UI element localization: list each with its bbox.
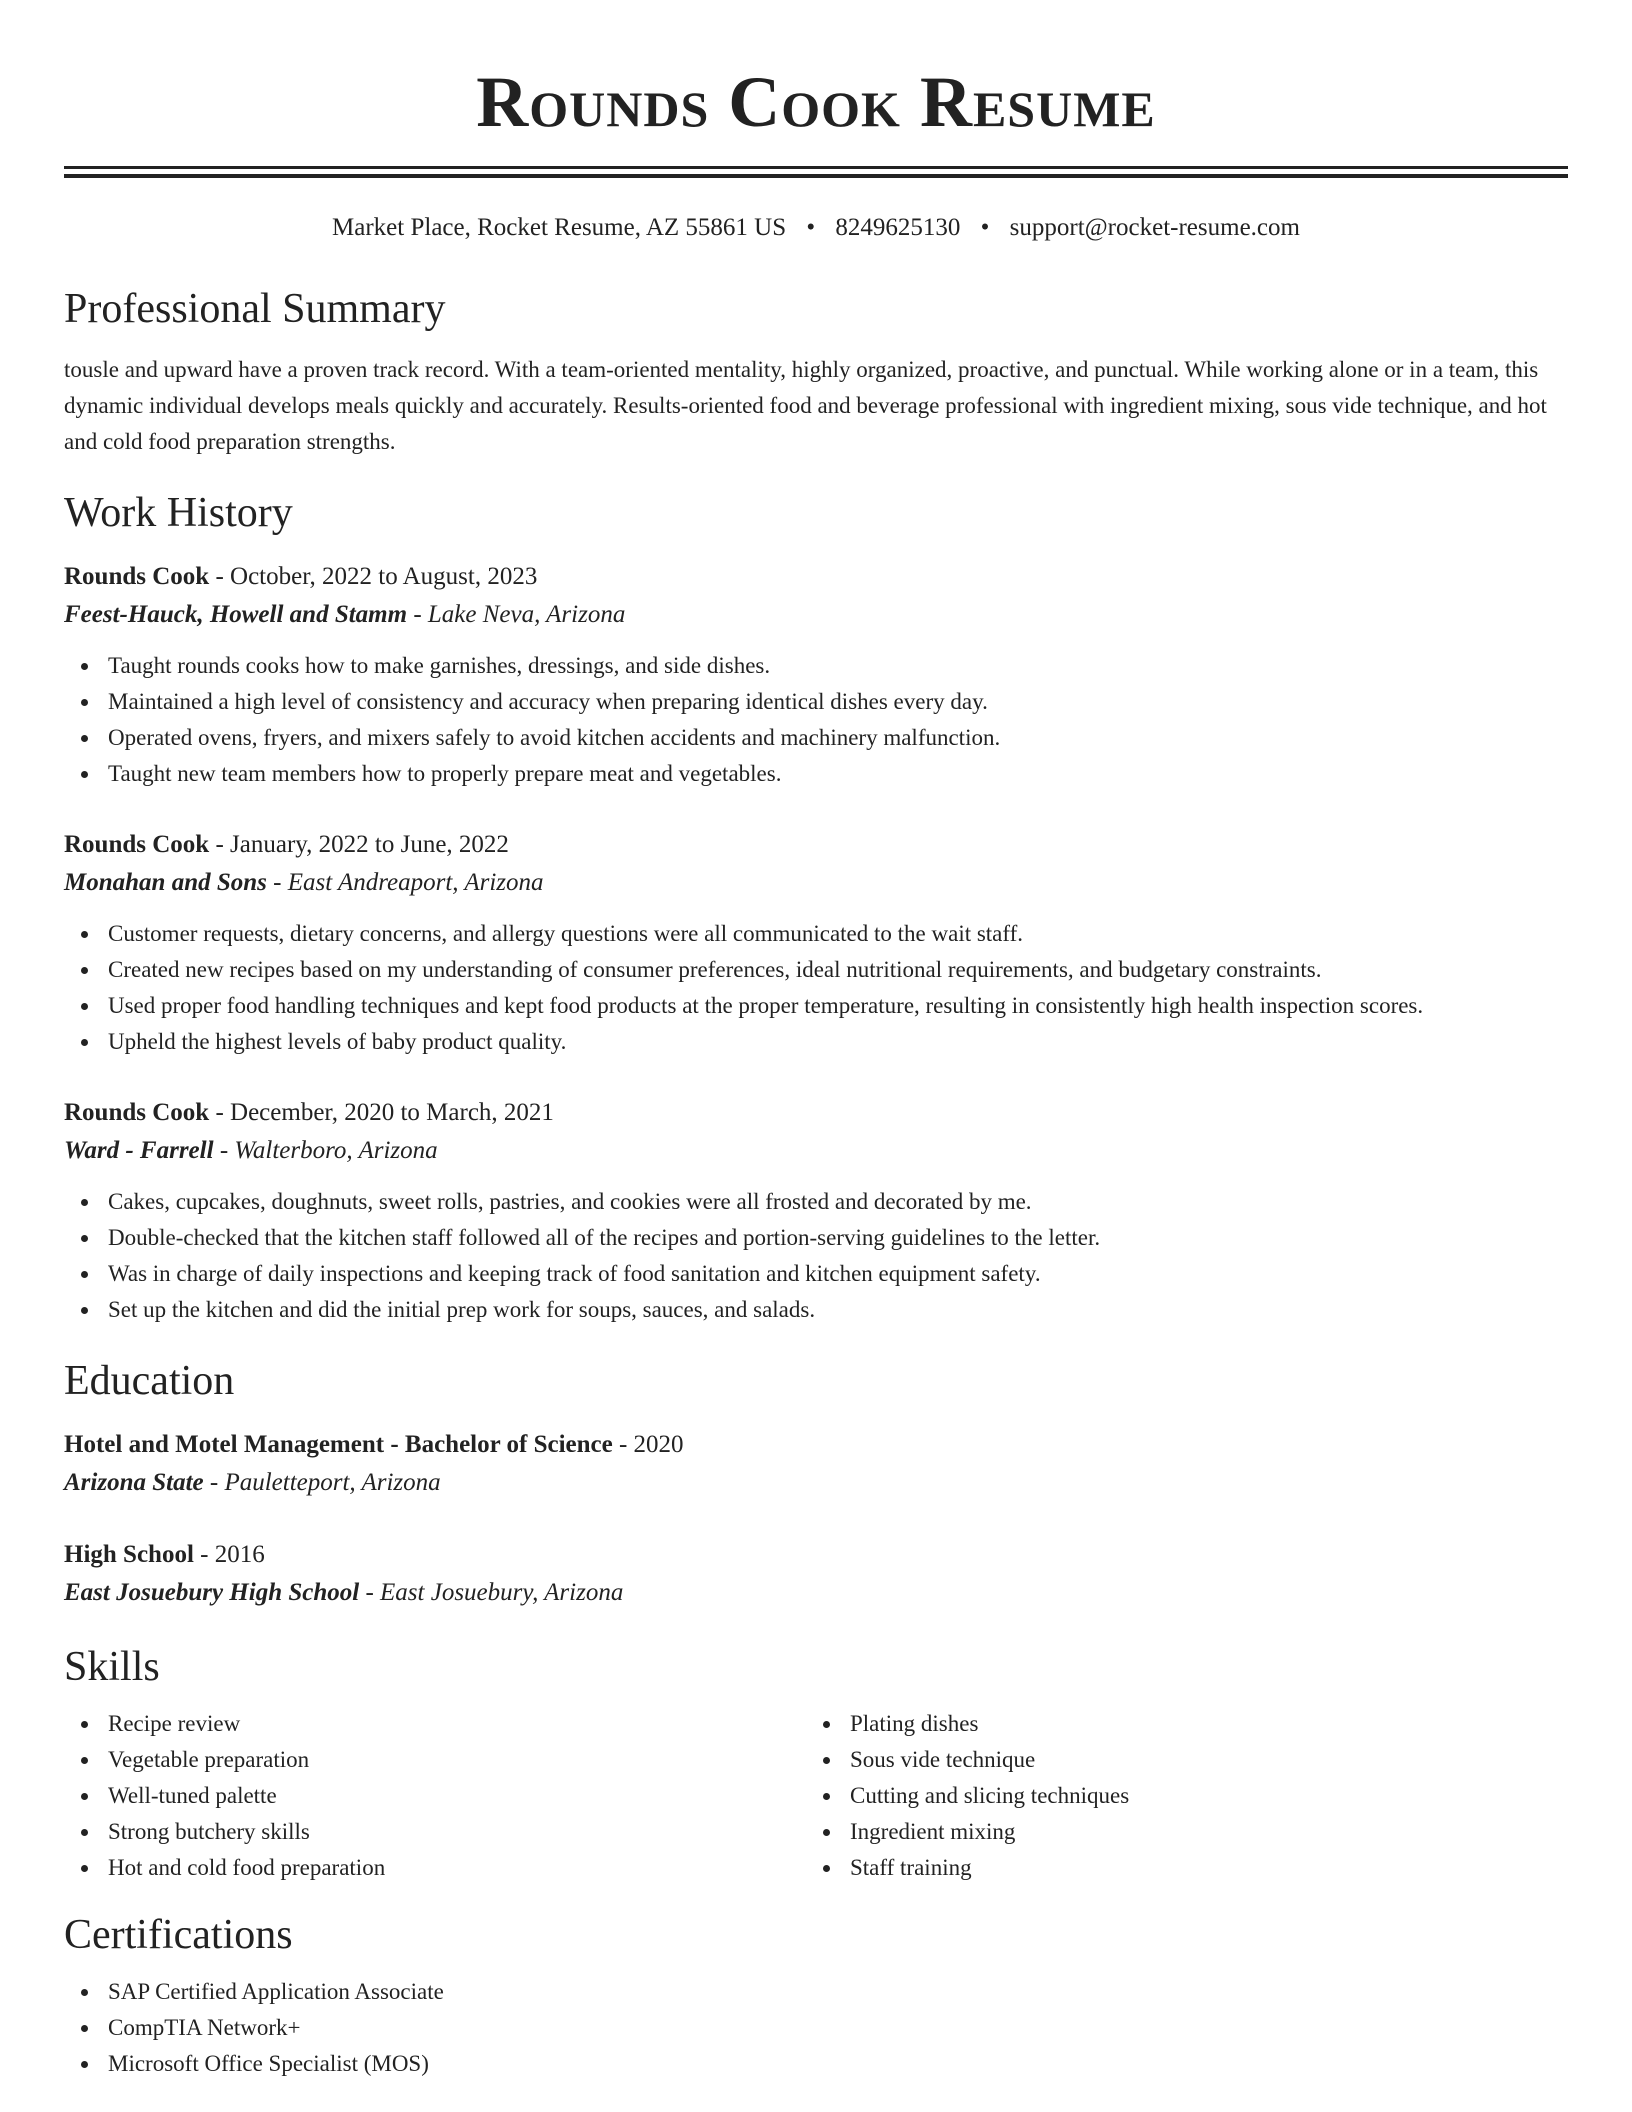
school: Arizona State: [64, 1469, 204, 1496]
list-item: Was in charge of daily inspections and keeping track of food sanitation and kitchen equipment safety.: [64, 1256, 1568, 1292]
contact-separator: •: [980, 214, 990, 241]
job-entry: [64, 1094, 1568, 1328]
summary-text: tousle and upward have a proven track record. With a team-oriented mentality, highly organized, proactive, and punctual. While working alone or in a team, this dynamic individual develops meals quickly and accurately. Results-oriented food and beverage professional with ingredient mixing, sous vide technique, and hot and cold food preparation strengths.: [64, 357, 1547, 454]
job-company: Monahan and Sons: [64, 869, 267, 896]
job-duties-list: [64, 1184, 1568, 1328]
education-entry: [64, 1426, 1568, 1502]
list-item: Upheld the highest levels of baby product quality.: [64, 1024, 1568, 1060]
certification-item: CompTIA Network+: [64, 2010, 1568, 2046]
job-entry: [64, 826, 1568, 1060]
skills-list-left: [64, 1706, 806, 1886]
list-item: Used proper food handling techniques and kept food products at the proper temperature, resulting in consistently high health inspection scores.: [64, 988, 1568, 1024]
list-item: Maintained a high level of consistency and accuracy when preparing identical dishes every day.: [64, 684, 1568, 720]
degree-line: [64, 1536, 1568, 1574]
skills-list-right: [806, 1706, 1548, 1886]
skill-item: Cutting and slicing techniques: [806, 1778, 1548, 1814]
degree-line: [64, 1426, 1568, 1464]
resume-title: Rounds Cook Resume: [476, 62, 1156, 142]
job-location: - Walterboro, Arizona: [213, 1137, 438, 1164]
certifications-heading: Certifications: [64, 1912, 293, 1958]
list-item: Customer requests, dietary concerns, and allergy questions were all communicated to the wait staff.: [64, 916, 1568, 952]
contact-address: Market Place, Rocket Resume, AZ 55861 US: [332, 214, 787, 241]
contact-separator: •: [806, 214, 816, 241]
title-divider-bottom: [64, 174, 1568, 178]
job-title: Rounds Cook: [64, 1099, 210, 1126]
job-duties-list: [64, 648, 1568, 792]
list-item: Cakes, cupcakes, doughnuts, sweet rolls, pastries, and cookies were all frosted and decorated by me.: [64, 1184, 1568, 1220]
list-item: Taught new team members how to properly prepare meat and vegetables.: [64, 756, 1568, 792]
summary-heading: Professional Summary: [64, 286, 446, 332]
job-company-line: [64, 596, 1568, 634]
resume-page: [64, 0, 1568, 2082]
certification-item: SAP Certified Application Associate: [64, 1974, 1568, 2010]
skill-item: Vegetable preparation: [64, 1742, 806, 1778]
job-location: - Lake Neva, Arizona: [407, 601, 626, 628]
degree-year: - 2016: [193, 1541, 265, 1568]
job-entry: [64, 558, 1568, 792]
job-duties-list: [64, 916, 1568, 1060]
school: East Josuebury High School: [64, 1579, 360, 1606]
job-title: Rounds Cook: [64, 831, 210, 858]
certifications-list: [64, 1974, 1568, 2082]
list-item: Double-checked that the kitchen staff followed all of the recipes and portion-serving guidelines to the letter.: [64, 1220, 1568, 1256]
education-heading: Education: [64, 1358, 235, 1404]
job-company: Feest-Hauck, Howell and Stamm: [64, 601, 408, 628]
school-line: [64, 1464, 1568, 1502]
work-history-heading: Work History: [64, 490, 293, 536]
contact-email: support@rocket-resume.com: [1009, 214, 1300, 241]
skill-item: Plating dishes: [806, 1706, 1548, 1742]
job-title-line: [64, 558, 1568, 596]
school-line: [64, 1574, 1568, 1612]
job-company-line: [64, 1132, 1568, 1170]
skill-item: Sous vide technique: [806, 1742, 1548, 1778]
contact-phone: 8249625130: [835, 214, 961, 241]
title-divider-top: [64, 166, 1568, 169]
job-dates: - October, 2022 to August, 2023: [209, 563, 538, 590]
skill-item: Staff training: [806, 1850, 1548, 1886]
job-title-line: [64, 826, 1568, 864]
degree-year: - 2020: [612, 1431, 684, 1458]
job-dates: - December, 2020 to March, 2021: [209, 1099, 554, 1126]
certification-item: Microsoft Office Specialist (MOS): [64, 2046, 1568, 2082]
degree: High School: [64, 1541, 194, 1568]
job-dates: - January, 2022 to June, 2022: [209, 831, 509, 858]
skills-columns: [64, 1706, 1568, 1886]
skill-item: Well-tuned palette: [64, 1778, 806, 1814]
education-entry: [64, 1536, 1568, 1612]
skills-heading: Skills: [64, 1644, 160, 1690]
school-location: - Pauletteport, Arizona: [203, 1469, 441, 1496]
contact-line: [64, 212, 1568, 244]
job-title: Rounds Cook: [64, 563, 210, 590]
job-title-line: [64, 1094, 1568, 1132]
skill-item: Hot and cold food preparation: [64, 1850, 806, 1886]
school-location: - East Josuebury, Arizona: [359, 1579, 624, 1606]
job-location: - East Andreaport, Arizona: [266, 869, 544, 896]
list-item: Operated ovens, fryers, and mixers safely to avoid kitchen accidents and machinery malfunction.: [64, 720, 1568, 756]
skill-item: Strong butchery skills: [64, 1814, 806, 1850]
list-item: Set up the kitchen and did the initial prep work for soups, sauces, and salads.: [64, 1292, 1568, 1328]
degree: Hotel and Motel Management - Bachelor of Science: [64, 1431, 613, 1458]
job-company-line: [64, 864, 1568, 902]
list-item: Taught rounds cooks how to make garnishes, dressings, and side dishes.: [64, 648, 1568, 684]
job-company: Ward - Farrell: [64, 1137, 214, 1164]
skill-item: Recipe review: [64, 1706, 806, 1742]
list-item: Created new recipes based on my understanding of consumer preferences, ideal nutritional requirements, and budgetary constraints.: [64, 952, 1568, 988]
skill-item: Ingredient mixing: [806, 1814, 1548, 1850]
